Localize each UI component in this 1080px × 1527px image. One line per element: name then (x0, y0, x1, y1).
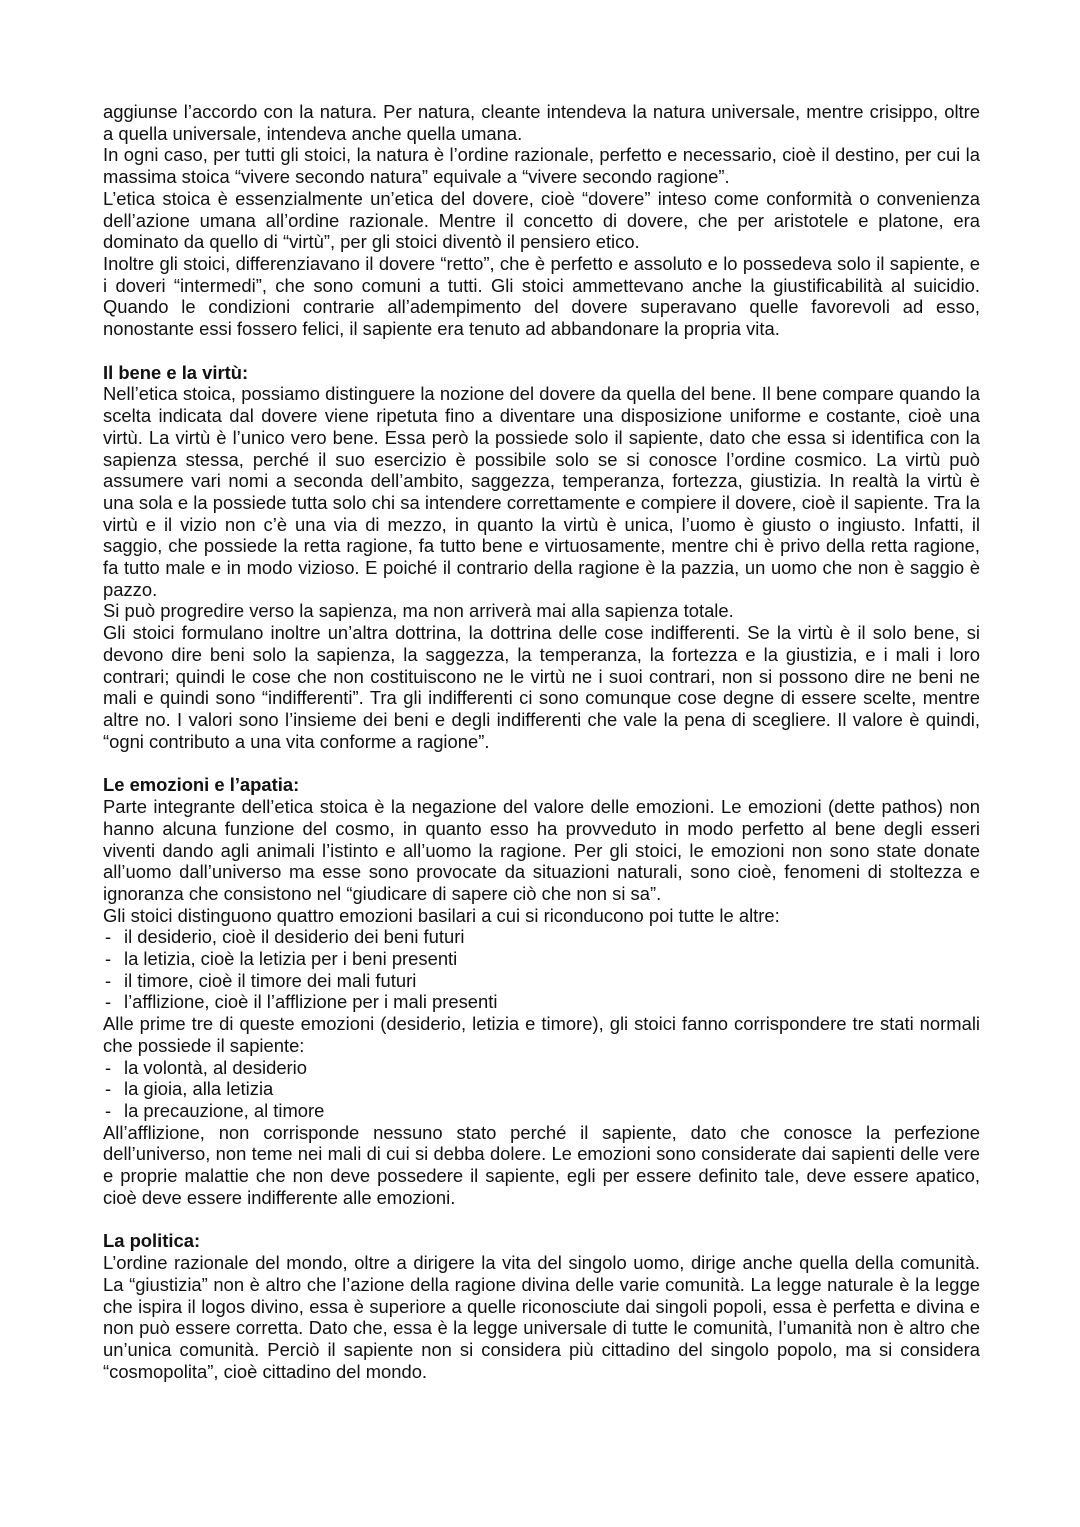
body-paragraph: Parte integrante dell’etica stoica è la negazione del valore delle emozioni. Le emozioni (dette pathos) non hanno alcuna funzione del cosmo, in quanto esso ha provveduto in modo perfetto al bene degli esseri viventi dando agli animali l’istinto e all’uomo la ragione. Per gli stoici, le emozioni non sono state donate all’uomo dall’universo ma esse sono provocate da situazioni naturali, sono cioè, fenomeni di stoltezza e ignoranza che consistono nel “giudicare di sapere ciò che non si sa”. (103, 796, 980, 904)
emotions-list (103, 926, 980, 1013)
section-heading: Il bene e la virtù: (103, 361, 249, 383)
list-item: - l’afflizione, cioè il l’afflizione per i mali presenti (103, 991, 980, 1013)
list-item: - la volontà, al desiderio (103, 1057, 980, 1079)
list-item: - il desiderio, cioè il desiderio dei beni futuri (103, 926, 980, 948)
section-heading: Le emozioni e l’apatia: (103, 774, 300, 796)
body-paragraph: Alle prime tre di queste emozioni (desiderio, letizia e timore), gli stoici fanno corrispondere tre stati normali che possiede il sapiente: (103, 1013, 980, 1056)
body-paragraph: L’ordine razionale del mondo, oltre a dirigere la vita del singolo uomo, dirige anche quella della comunità. La “giustizia” non è altro che l’azione della ragione divina delle varie comunità. La legge naturale è la legge che ispira il logos divino, essa è superiore a quelle riconosciute dai singoli popoli, essa è perfetta e divina e non può essere corretta. Dato che, essa è la legge universale di tutte le comunità, l’umanità non è altro che un’unica comunità. Perciò il sapiente non si considera più cittadino del singolo popolo, ma si considera “cosmopolita”, cioè cittadino del mondo. (103, 1252, 980, 1382)
intro-paragraph: L’etica stoica è essenzialmente un’etica del dovere, cioè “dovere” inteso come conformità o convenienza dell’azione umana all’ordine razionale. Mentre il concetto di dovere, che per aristotele e platone, era dominato da quello di “virtù”, per gli stoici diventò il pensiero etico. (103, 187, 980, 253)
intro-paragraph: aggiunse l’accordo con la natura. Per natura, cleante intendeva la natura universale, mentre crisippo, oltre a quella universale, intendeva anche quella umana. (103, 101, 980, 144)
list-item: - la gioia, alla letizia (103, 1078, 980, 1100)
section-politica (103, 1230, 980, 1382)
body-paragraph: Si può progredire verso la sapienza, ma non arriverà mai alla sapienza totale. (103, 600, 734, 622)
section-heading: La politica: (103, 1230, 201, 1252)
body-paragraph: All’afflizione, non corrisponde nessuno stato perché il sapiente, dato che conosce la perfezione dell’universo, non teme nei mali di cui si debba dolere. Le emozioni sono considerate dai sapienti delle vere e proprie malattie che non deve possedere il sapiente, egli per essere definito tale, deve essere apatico, cioè deve essere indifferente alle emozioni. (103, 1121, 980, 1208)
intro-paragraph: In ogni caso, per tutti gli stoici, la natura è l’ordine razionale, perfetto e necessario, cioè il destino, per cui la massima stoica “vivere secondo natura” equivale a “vivere secondo ragione”. (103, 144, 980, 188)
list-item: - la precauzione, al timore (103, 1100, 980, 1122)
intro-section (103, 101, 980, 340)
body-paragraph: Nell’etica stoica, possiamo distinguere la nozione del dovere da quella del bene. Il bene compare quando la scelta indicata dal dovere viene ripetuta fino a diventare una disposizione uniforme e costante, cioè una virtù. La virtù è l’unico vero bene. Essa però la possiede solo il sapiente, dato che essa si identifica con la sapienza stessa, perché il suo esercizio è possibile solo se si conosce l’ordine cosmico. La virtù può assumere vari nomi a seconda dell’ambito, saggezza, temperanza, fortezza, giustizia. In realtà la virtù è una sola e la possiede tutta solo chi sa intendere correttamente e compiere il dovere, cioè il sapiente. Tra la virtù e il vizio non c’è una via di mezzo, in quanto la virtù è unica, l’uomo è giusto o ingiusto. Infatti, il saggio, che possiede la retta ragione, fa tutto bene e virtuosamente, mentre chi è privo della retta ragione, fa tutto male e in modo vizioso. E poiché il contrario della ragione è la pazzia, un uomo che non è saggio è pazzo. (103, 383, 980, 600)
body-paragraph: Gli stoici formulano inoltre un’altra dottrina, la dottrina delle cose indifferenti. Se la virtù è il solo bene, si devono dire beni solo la sapienza, la saggezza, la temperanza, la fortezza e la giustizia, e i mali i loro contrari; quindi le cose che non costituiscono ne le virtù ne i suoi contrari, non si possono dire ne beni ne mali e quindi sono “indifferenti”. Tra gli indifferenti ci sono comunque cose degne di essere scelte, mentre altre no. I valori sono l’insieme dei beni e degli indifferenti che vale la pena di scegliere. Il valore è quindi, “ogni contributo a una vita conforme a ragione”. (103, 622, 980, 752)
body-paragraph: Gli stoici distinguono quattro emozioni basilari a cui si riconducono poi tutte le altre: (103, 904, 780, 926)
list-item: - la letizia, cioè la letizia per i beni presenti (103, 948, 980, 970)
section-bene-virtu (103, 362, 980, 753)
intro-paragraph: Inoltre gli stoici, differenziavano il dovere “retto”, che è perfetto e assoluto e lo possedeva solo il sapiente, e i doveri “intermedi”, che sono comuni a tutti. Gli stoici ammettevano anche la giustificabilità al suicidio. Quando le condizioni contrarie all’adempimento del dovere superavano quelle favorevoli ad esso, nonostante essi fossero felici, il sapiente era tenuto ad abbandonare la propria vita. (103, 252, 980, 340)
section-emozioni-apatia (103, 774, 980, 1208)
list-item: - il timore, cioè il timore dei mali futuri (103, 970, 980, 992)
normal-states-list (103, 1057, 980, 1122)
